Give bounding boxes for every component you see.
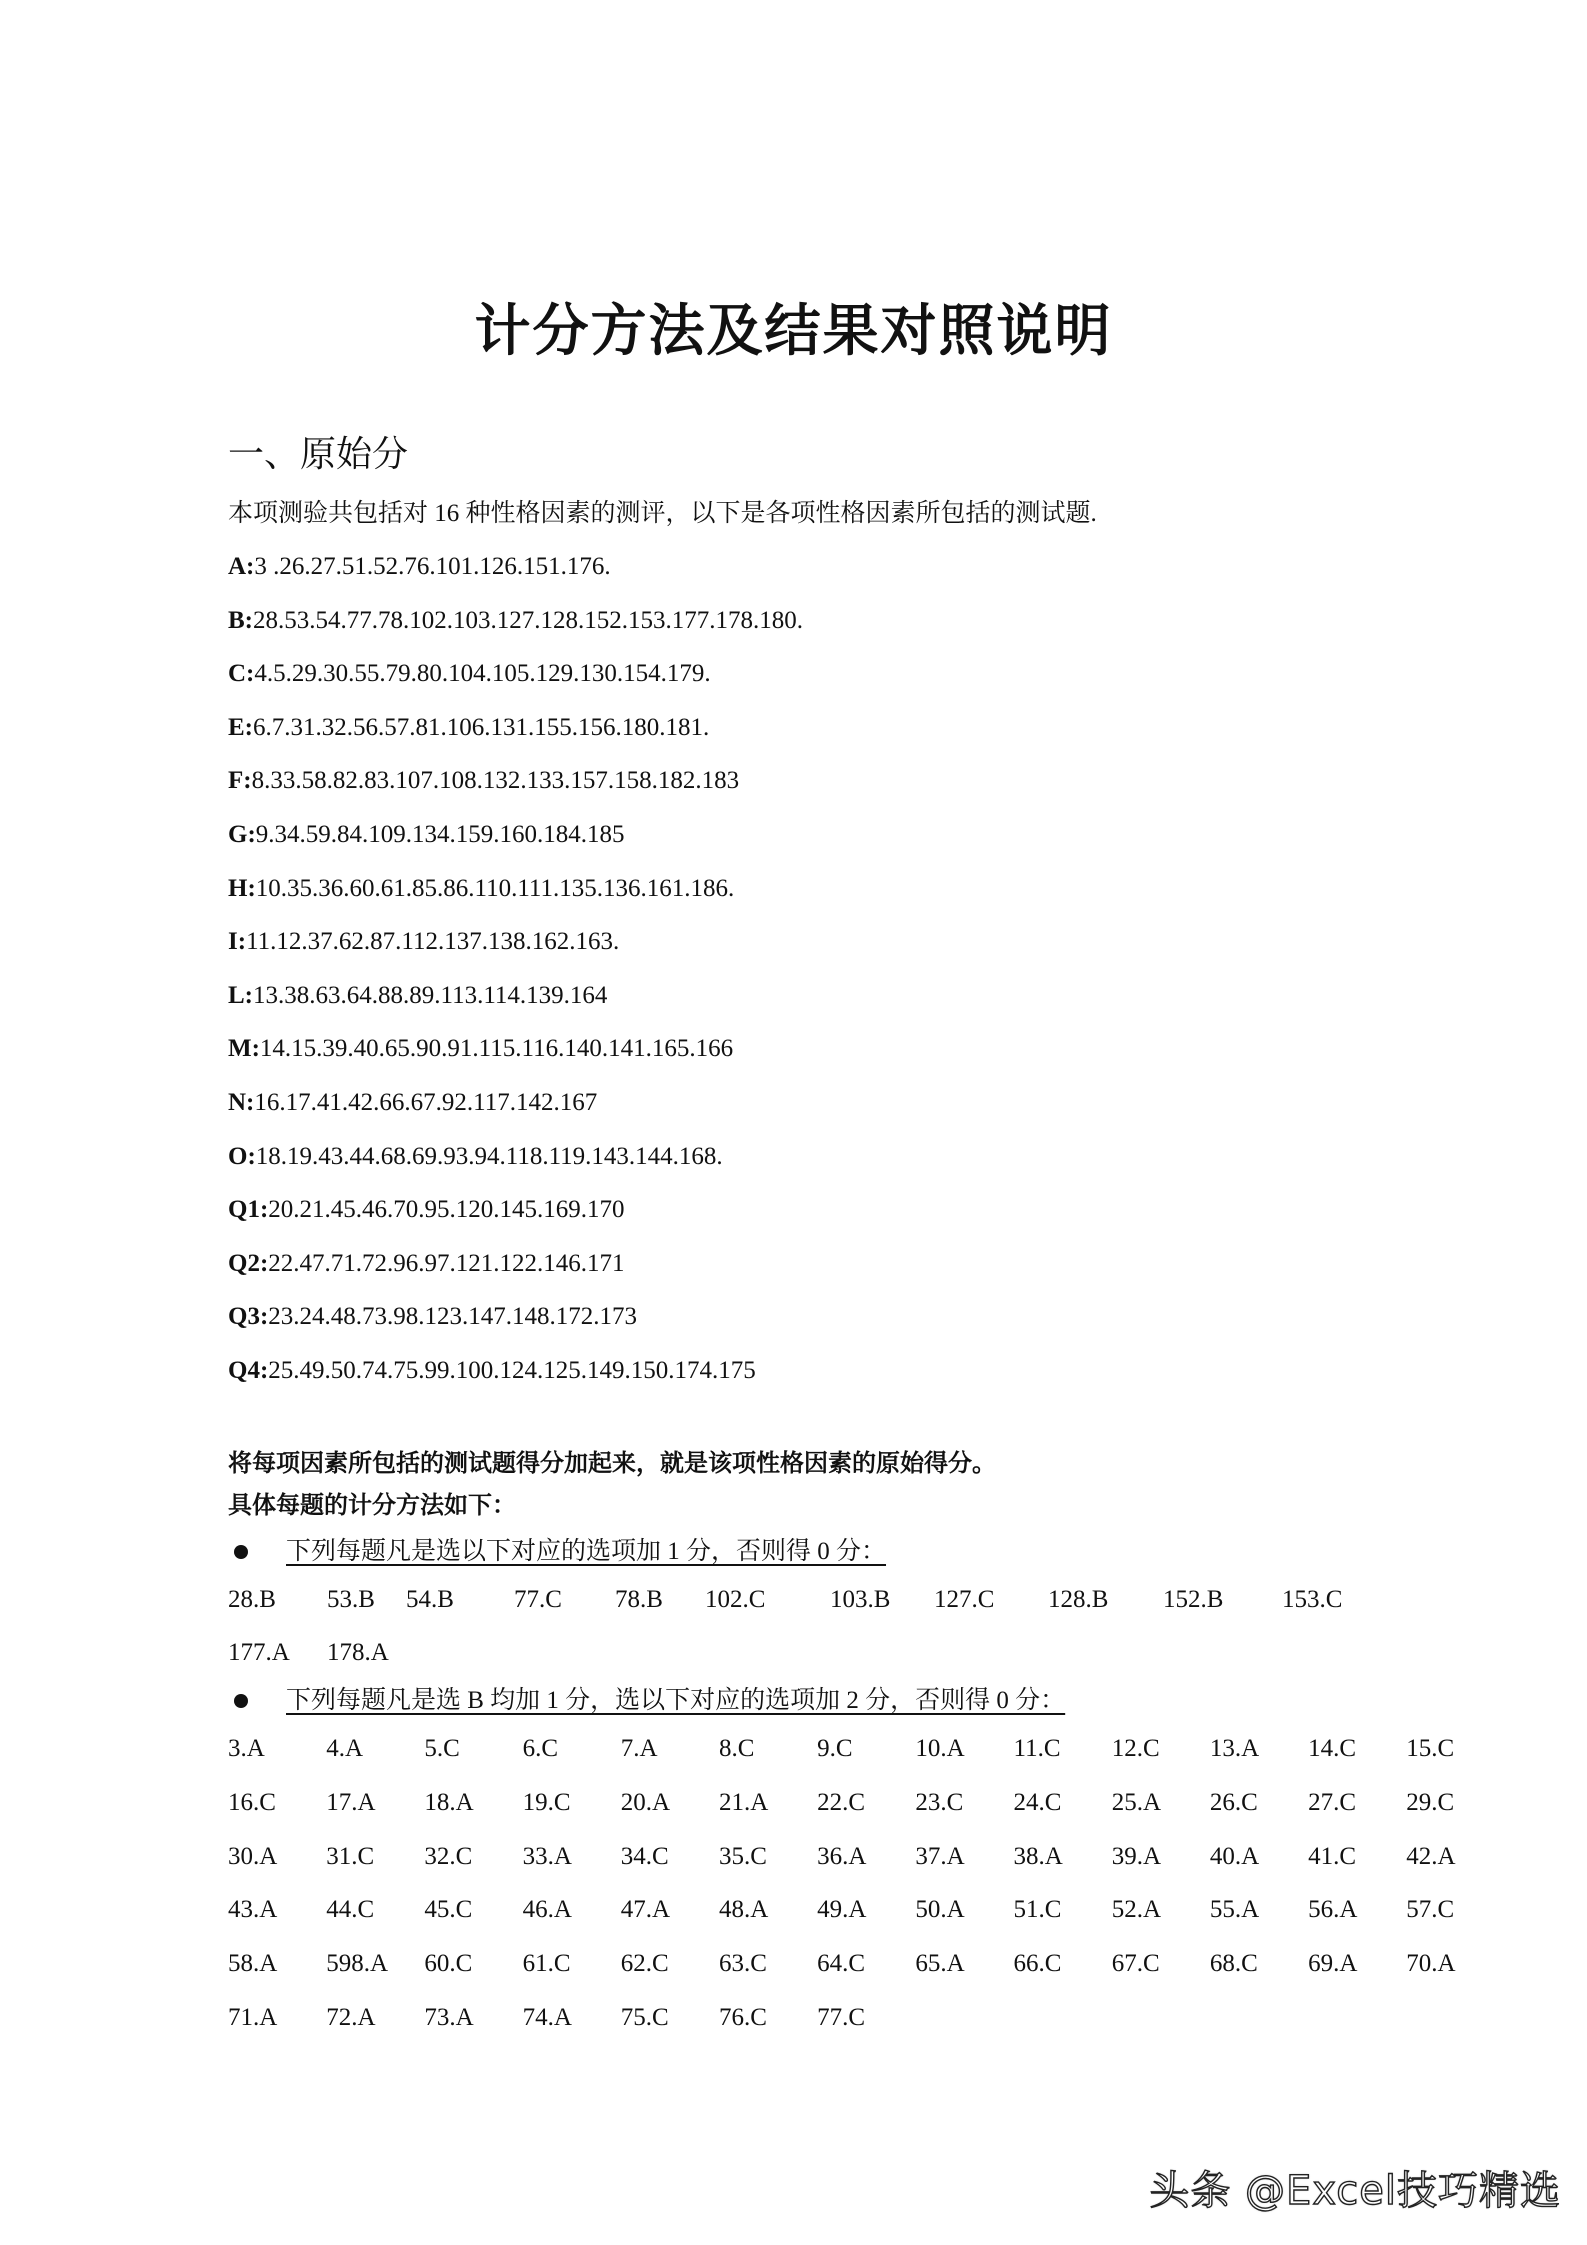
factor-items: 13.38.63.64.88.89.113.114.139.164 [253,981,608,1009]
answer-cell: 77.C [514,1585,562,1613]
factor-line [228,977,1388,1015]
factor-items: 4.5.29.30.55.79.80.104.105.129.130.154.179. [254,660,711,688]
answer-cell: 52.A [1111,1896,1161,1924]
answer-cell: 77.C [817,2004,866,2032]
rule1-text: 下列每题凡是选以下对应的选项加 1 分，否则得 0 分： [286,1537,887,1565]
factor-line [228,655,1388,693]
answer-cell: 16.C [228,1788,276,1816]
factor-items: 11.12.37.62.87.112.137.138.162.163. [246,928,620,956]
answer-cell: 63.C [718,1950,767,1978]
answer-cell: 28.B [228,1585,276,1613]
answer-cell: 43.A [228,1896,278,1924]
factor-items: 18.19.43.44.68.69.93.94.118.119.143.144.168. [255,1142,723,1170]
answer-cell: 64.C [817,1950,866,1978]
answer-cell: 177.A [228,1639,290,1667]
answer-cell: 22.C [817,1788,866,1816]
answer-cell: 70.A [1406,1950,1456,1978]
factor-items: 9.34.59.84.109.134.159.160.184.185 [255,820,625,848]
answer-cell: 56.A [1308,1896,1358,1924]
factor-items: 6.7.31.32.56.57.81.106.131.155.156.180.181. [253,713,710,741]
intro-paragraph: 本项测验共包括对 16 种性格因素的测评，以下是各项性格因素所包括的测试题. [228,500,1097,527]
answer-cell: 153.C [1282,1585,1343,1613]
answer-cell: 3.A [228,1735,265,1763]
answer-cell: 33.A [522,1842,572,1870]
answer-cell: 30.A [228,1842,278,1870]
answer-cell: 37.A [915,1842,965,1870]
answer-cell: 152.B [1163,1585,1224,1613]
answer-cell: 41.C [1308,1842,1356,1870]
bullet-icon [234,1545,248,1559]
factor-items: 16.17.41.42.66.67.92.117.142.167 [254,1088,598,1116]
answer-cell: 24.C [1013,1788,1062,1816]
answer-cell: 14.C [1308,1735,1356,1763]
answer-cell: 39.A [1111,1842,1161,1870]
factor-items: 14.15.39.40.65.90.91.115.116.140.141.165.166 [259,1035,734,1063]
answer-cell: 31.C [326,1842,375,1870]
answer-cell: 29.C [1406,1788,1455,1816]
answer-cell: 23.C [915,1788,964,1816]
answer-cell: 47.A [620,1896,671,1924]
answer-cell: 50.A [915,1896,965,1924]
factor-label: L: [228,981,253,1009]
rule2-text: 下列每题凡是选 B 均加 1 分，选以下对应的选项加 2 分，否则得 0 分： [286,1687,1066,1715]
bullet-icon [234,1694,248,1708]
factor-items: 22.47.71.72.96.97.121.122.146.171 [268,1249,625,1277]
answer-cell: 178.A [327,1639,389,1667]
answer-cell: 38.A [1013,1842,1063,1870]
factor-items: 25.49.50.74.75.99.100.124.125.149.150.174.175 [268,1356,756,1384]
answer-cell: 9.C [817,1735,853,1763]
page-title: 计分方法及结果对照说明 [474,299,1113,364]
answer-cell: 8.C [718,1735,755,1763]
answer-cell: 53.B [327,1585,375,1613]
answer-cell: 48.A [718,1896,769,1924]
factor-label: Q1: [228,1196,269,1224]
factor-line [228,1030,1388,1068]
factor-label: M: [228,1035,260,1063]
answer-cell: 61.C [522,1950,571,1978]
answer-cell: 54.B [406,1585,454,1613]
answer-cell: 68.C [1209,1950,1258,1978]
answer-cell: 45.C [424,1896,473,1924]
answer-cell: 35.C [718,1842,767,1870]
answer-cell: 5.C [424,1735,460,1763]
factor-line [228,602,1388,640]
factor-label: O: [228,1142,256,1170]
scoring-method-heading: 具体每题的计分方法如下： [228,1490,516,1519]
factor-label: C: [228,660,255,688]
answer-cell: 74.A [522,2004,572,2032]
answer-cell: 72.A [326,2004,376,2032]
answer-cell: 6.C [522,1735,558,1763]
answer-cell: 67.C [1111,1950,1160,1978]
answer-cell: 65.A [915,1950,965,1978]
factor-line [228,548,1388,586]
rule1-answer-grid [228,1580,1388,1674]
document-body [228,430,1456,2038]
factor-label: Q2: [228,1249,269,1277]
factor-label: Q3: [228,1303,269,1331]
factor-line [228,709,1388,747]
answer-cell: 36.A [817,1842,867,1870]
answer-cell: 598.A [326,1950,388,1978]
answer-cell: 62.C [620,1950,669,1978]
answer-cell: 76.C [718,2004,767,2032]
answer-cell: 27.C [1308,1788,1356,1816]
factor-label: I: [228,928,247,956]
answer-cell: 44.C [326,1896,375,1924]
factor-label: G: [228,820,256,848]
factor-line [228,923,1388,961]
factor-line [228,1245,1388,1283]
answer-cell: 66.C [1013,1950,1062,1978]
factor-label: H: [228,874,256,902]
answer-cell: 49.A [817,1896,867,1924]
answer-cell: 20.A [620,1788,671,1816]
factor-line [228,1138,1388,1176]
answer-cell: 11.C [1013,1735,1061,1763]
answer-cell: 71.A [228,2004,278,2032]
factor-items: 3 .26.27.51.52.76.101.126.151.176. [254,553,611,580]
factor-line [228,1352,1388,1390]
answer-cell: 4.A [326,1735,363,1763]
answer-cell: 51.C [1013,1896,1062,1924]
answer-cell: 73.A [424,2004,474,2032]
factor-items: 8.33.58.82.83.107.108.132.133.157.158.182.183 [251,767,740,795]
answer-cell: 127.C [934,1585,995,1613]
answer-cell: 42.A [1406,1842,1456,1870]
factor-line [228,816,1388,854]
factor-label: F: [228,767,252,795]
answer-cell: 58.A [228,1950,278,1978]
scoring-summary: 将每项因素所包括的测试题得分加起来，就是该项性格因素的原始得分。 [228,1448,996,1477]
section-heading-raw-score: 一、原始分 [228,434,409,475]
answer-cell: 12.C [1111,1735,1160,1763]
answer-cell: 13.A [1209,1735,1260,1763]
answer-cell: 15.C [1406,1735,1455,1763]
answer-cell: 128.B [1048,1585,1109,1613]
factor-label: Q4: [228,1356,269,1384]
answer-cell: 75.C [620,2004,669,2032]
answer-cell: 7.A [620,1735,658,1763]
answer-cell: 26.C [1209,1788,1258,1816]
answer-cell: 34.C [620,1842,669,1870]
factor-line [228,1298,1388,1336]
factor-label: A: [228,553,255,580]
answer-cell: 40.A [1209,1842,1260,1870]
factor-line [228,762,1388,800]
factor-line [228,1084,1388,1122]
factor-items: 20.21.45.46.70.95.120.145.169.170 [268,1196,625,1224]
factor-items: 23.24.48.73.98.123.147.148.172.173 [268,1303,638,1331]
factor-items: 10.35.36.60.61.85.86.110.111.135.136.161.186. [255,874,735,902]
answer-cell: 21.A [718,1788,769,1816]
factor-label: E: [228,713,253,741]
answer-cell: 32.C [424,1842,473,1870]
answer-cell: 102.C [705,1585,766,1613]
rule2-bullet [228,1681,1388,1721]
answer-cell: 55.A [1209,1896,1260,1924]
watermark: 头条 @Excel技巧精选 [1149,2168,1561,2214]
answer-cell: 25.A [1111,1788,1161,1816]
factor-label: N: [228,1088,255,1116]
answer-cell: 10.A [915,1735,965,1763]
factor-items: 28.53.54.77.78.102.103.127.128.152.153.177.178.180. [253,606,803,634]
answer-cell: 103.B [830,1585,891,1613]
factor-list [228,548,1388,1390]
answer-cell: 46.A [522,1896,572,1924]
rule2-answer-grid [228,1729,1456,2038]
answer-cell: 60.C [424,1950,473,1978]
factor-line [228,1191,1388,1229]
answer-cell: 19.C [522,1788,571,1816]
rule1-bullet [228,1532,1388,1572]
answer-cell: 57.C [1406,1896,1455,1924]
factor-line [228,870,1388,908]
factor-label: B: [228,606,253,634]
answer-cell: 18.A [424,1788,474,1816]
answer-cell: 17.A [326,1788,376,1816]
answer-cell: 69.A [1308,1950,1358,1978]
answer-cell: 78.B [615,1585,663,1613]
